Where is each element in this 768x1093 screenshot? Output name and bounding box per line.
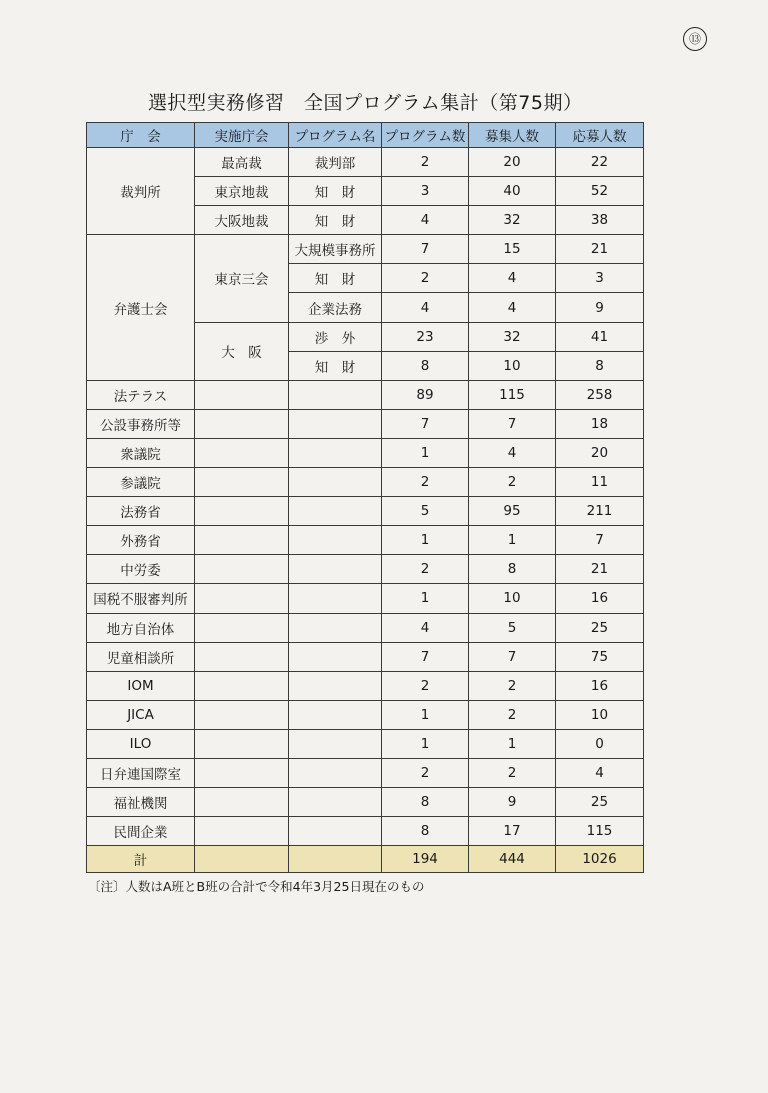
program-cell [289,555,382,584]
agency-cell: 弁護士会 [87,235,195,380]
impl-cell: 大阪地裁 [195,206,289,235]
program-cell: 企業法務 [289,293,382,322]
recruit-cell: 115 [469,380,556,409]
agency-cell: JICA [87,700,195,729]
agency-cell: 日弁連国際室 [87,758,195,787]
total-blank-impl [195,846,289,873]
count-cell: 8 [382,351,469,380]
impl-cell: 大 阪 [195,322,289,380]
header-recruit-count: 募集人数 [469,123,556,148]
apply-cell: 11 [556,468,644,497]
count-cell: 1 [382,438,469,467]
apply-cell: 22 [556,148,644,177]
count-cell: 8 [382,817,469,846]
agency-cell: IOM [87,671,195,700]
program-cell: 知 財 [289,351,382,380]
recruit-cell: 7 [469,409,556,438]
count-cell: 2 [382,148,469,177]
impl-cell [195,758,289,787]
apply-cell: 258 [556,380,644,409]
apply-cell: 41 [556,322,644,351]
program-cell [289,497,382,526]
recruit-cell: 20 [469,148,556,177]
agency-cell: 法務省 [87,497,195,526]
agency-cell: 参議院 [87,468,195,497]
recruit-cell: 2 [469,468,556,497]
apply-cell: 52 [556,177,644,206]
agency-cell: 外務省 [87,526,195,555]
program-cell [289,613,382,642]
apply-cell: 4 [556,758,644,787]
count-cell: 5 [382,497,469,526]
program-cell [289,729,382,758]
table-row [87,235,644,264]
count-cell: 7 [382,235,469,264]
count-cell: 2 [382,758,469,787]
program-cell: 裁判部 [289,148,382,177]
table-row [87,555,644,584]
recruit-cell: 15 [469,235,556,264]
agency-cell: 中労委 [87,555,195,584]
impl-cell: 東京地裁 [195,177,289,206]
footnote: 〔注〕人数はA班とB班の合計で令和4年3月25日現在のもの [88,879,425,894]
agency-cell: 法テラス [87,380,195,409]
total-blank-program [289,846,382,873]
table-row [87,584,644,613]
table-row [87,817,644,846]
apply-cell: 8 [556,351,644,380]
apply-cell: 3 [556,264,644,293]
table-row [87,700,644,729]
impl-cell [195,409,289,438]
program-cell: 知 財 [289,177,382,206]
count-cell: 4 [382,293,469,322]
count-cell: 2 [382,555,469,584]
table-header-row [87,123,644,148]
impl-cell [195,788,289,817]
impl-cell [195,671,289,700]
total-row [87,846,644,873]
recruit-cell: 4 [469,438,556,467]
apply-cell: 9 [556,293,644,322]
apply-cell: 21 [556,235,644,264]
page-number: ⑬ [683,27,707,51]
agency-cell: 児童相談所 [87,642,195,671]
apply-cell: 16 [556,584,644,613]
count-cell: 1 [382,584,469,613]
program-cell [289,380,382,409]
recruit-cell: 4 [469,264,556,293]
recruit-cell: 10 [469,351,556,380]
table-row [87,788,644,817]
count-cell: 7 [382,642,469,671]
apply-cell: 18 [556,409,644,438]
impl-cell [195,526,289,555]
apply-cell: 16 [556,671,644,700]
agency-cell: ILO [87,729,195,758]
recruit-cell: 32 [469,206,556,235]
recruit-cell: 1 [469,526,556,555]
agency-cell: 国税不服審判所 [87,584,195,613]
agency-cell: 裁判所 [87,148,195,235]
count-cell: 4 [382,613,469,642]
apply-cell: 115 [556,817,644,846]
apply-cell: 0 [556,729,644,758]
simple-rows-body [87,380,644,846]
table-row [87,148,644,177]
recruit-cell: 7 [469,642,556,671]
total-label: 計 [87,846,195,873]
recruit-cell: 9 [469,788,556,817]
program-summary-table [86,122,644,873]
recruit-cell: 2 [469,671,556,700]
table-row [87,671,644,700]
recruit-cell: 40 [469,177,556,206]
program-cell [289,584,382,613]
program-cell [289,758,382,787]
program-cell [289,671,382,700]
apply-cell: 38 [556,206,644,235]
count-cell: 3 [382,177,469,206]
count-cell: 8 [382,788,469,817]
program-cell [289,788,382,817]
program-cell: 知 財 [289,264,382,293]
table-row [87,438,644,467]
recruit-cell: 4 [469,293,556,322]
table-row [87,758,644,787]
recruit-cell: 32 [469,322,556,351]
apply-cell: 211 [556,497,644,526]
program-cell [289,409,382,438]
count-cell: 1 [382,700,469,729]
impl-cell [195,468,289,497]
table-row [87,526,644,555]
apply-cell: 20 [556,438,644,467]
program-cell [289,526,382,555]
count-cell: 4 [382,206,469,235]
recruit-cell: 10 [469,584,556,613]
header-program-name: プログラム名 [289,123,382,148]
apply-cell: 75 [556,642,644,671]
impl-cell [195,438,289,467]
apply-cell: 21 [556,555,644,584]
table-row [87,497,644,526]
apply-cell: 7 [556,526,644,555]
header-agency: 庁 会 [87,123,195,148]
program-cell [289,642,382,671]
header-applicant-count: 応募人数 [556,123,644,148]
apply-cell: 10 [556,700,644,729]
recruit-cell: 17 [469,817,556,846]
page-title: 選択型実務修習 全国プログラム集計（第75期） [148,92,583,114]
table-row [87,613,644,642]
program-cell: 知 財 [289,206,382,235]
program-cell: 渉 外 [289,322,382,351]
agency-cell: 福祉機関 [87,788,195,817]
recruit-cell: 2 [469,758,556,787]
impl-cell [195,700,289,729]
count-cell: 2 [382,264,469,293]
program-cell [289,438,382,467]
table-row [87,468,644,497]
program-cell [289,817,382,846]
recruit-cell: 1 [469,729,556,758]
agency-cell: 公設事務所等 [87,409,195,438]
recruit-cell: 8 [469,555,556,584]
impl-cell [195,584,289,613]
agency-cell: 地方自治体 [87,613,195,642]
impl-cell [195,497,289,526]
table-row [87,642,644,671]
impl-cell: 東京三会 [195,235,289,322]
total-recruit: 444 [469,846,556,873]
program-cell [289,700,382,729]
apply-cell: 25 [556,613,644,642]
header-implementing-body: 実施庁会 [195,123,289,148]
impl-cell [195,380,289,409]
impl-cell [195,817,289,846]
agency-cell: 衆議院 [87,438,195,467]
count-cell: 7 [382,409,469,438]
total-apply: 1026 [556,846,644,873]
apply-cell: 25 [556,788,644,817]
count-cell: 1 [382,526,469,555]
count-cell: 2 [382,468,469,497]
total-count: 194 [382,846,469,873]
impl-cell: 最高裁 [195,148,289,177]
recruit-cell: 95 [469,497,556,526]
impl-cell [195,555,289,584]
program-cell [289,468,382,497]
recruit-cell: 2 [469,700,556,729]
agency-cell: 民間企業 [87,817,195,846]
count-cell: 2 [382,671,469,700]
table-row [87,380,644,409]
impl-cell [195,642,289,671]
program-cell: 大規模事務所 [289,235,382,264]
table-row [87,729,644,758]
impl-cell [195,729,289,758]
count-cell: 89 [382,380,469,409]
header-program-count: プログラム数 [382,123,469,148]
count-cell: 23 [382,322,469,351]
impl-cell [195,613,289,642]
count-cell: 1 [382,729,469,758]
table-row [87,409,644,438]
recruit-cell: 5 [469,613,556,642]
